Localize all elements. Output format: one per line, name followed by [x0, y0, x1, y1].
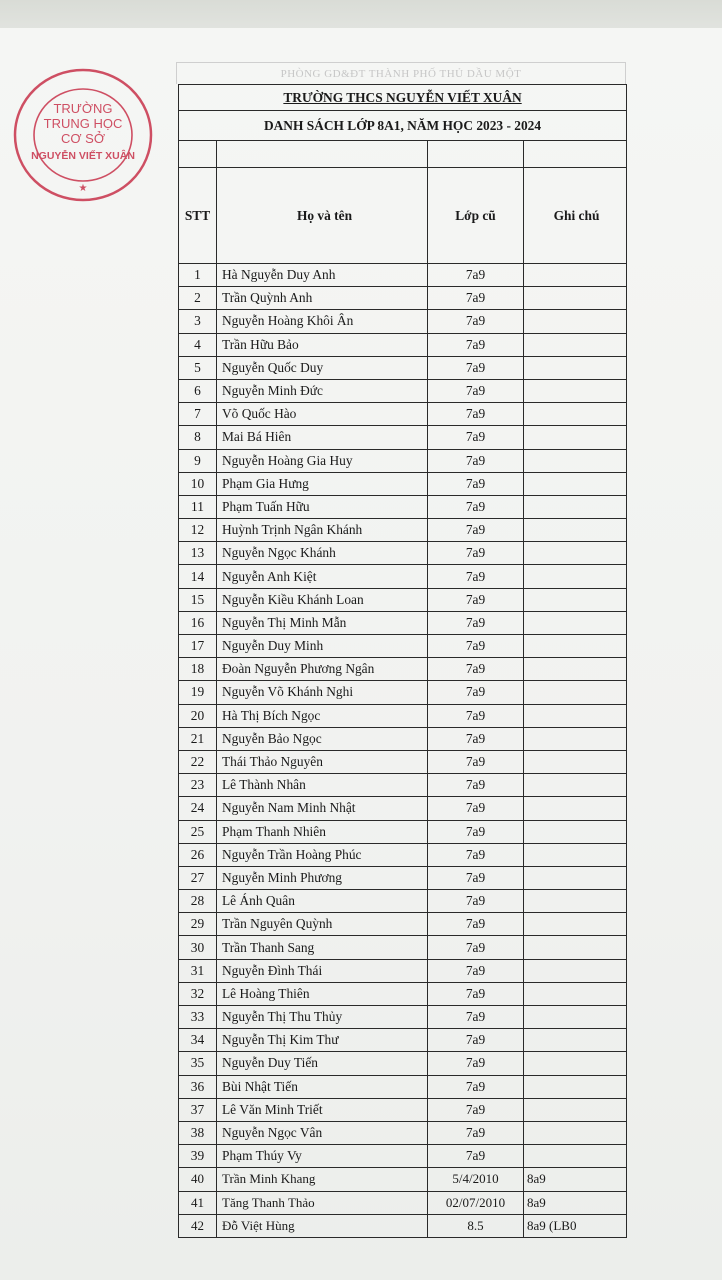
- column-header-row: [179, 168, 627, 264]
- cell-old-class: 7a9: [428, 820, 524, 843]
- cell-note: [524, 472, 627, 495]
- table-row: [179, 310, 627, 333]
- cell-name: Nguyễn Hoàng Gia Huy: [217, 449, 428, 472]
- cell-note: [524, 959, 627, 982]
- cell-stt: 4: [179, 333, 217, 356]
- cell-old-class: 7a9: [428, 495, 524, 518]
- cell-note: [524, 890, 627, 913]
- cell-old-class: 7a9: [428, 287, 524, 310]
- cell-name: Nguyễn Kiều Khánh Loan: [217, 588, 428, 611]
- table-row: [179, 774, 627, 797]
- table-row: [179, 913, 627, 936]
- cell-old-class: 7a9: [428, 542, 524, 565]
- cell-name: Nguyễn Minh Phương: [217, 866, 428, 889]
- cell-note: [524, 611, 627, 634]
- table-row: [179, 542, 627, 565]
- cell-note: [524, 449, 627, 472]
- cell-old-class: 5/4/2010: [428, 1168, 524, 1191]
- cell-old-class: 7a9: [428, 1006, 524, 1029]
- cell-note: [524, 843, 627, 866]
- cell-name: Lê Ánh Quân: [217, 890, 428, 913]
- table-row: [179, 519, 627, 542]
- stamp-star-icon: ★: [78, 183, 88, 194]
- cell-note: 8a9: [524, 1191, 627, 1214]
- cell-stt: 31: [179, 959, 217, 982]
- cell-stt: 41: [179, 1191, 217, 1214]
- cell-old-class: 7a9: [428, 472, 524, 495]
- cell-stt: 35: [179, 1052, 217, 1075]
- table-row: [179, 1098, 627, 1121]
- cell-note: [524, 565, 627, 588]
- cell-name: Trần Hữu Bảo: [217, 333, 428, 356]
- school-name: TRƯỜNG THCS NGUYỄN VIẾT XUÂN: [179, 85, 627, 111]
- cell-stt: 5: [179, 356, 217, 379]
- cell-old-class: 7a9: [428, 611, 524, 634]
- header-name: Họ và tên: [217, 168, 428, 264]
- cell-note: [524, 333, 627, 356]
- cell-stt: 34: [179, 1029, 217, 1052]
- cell-stt: 40: [179, 1168, 217, 1191]
- table-row: [179, 890, 627, 913]
- cell-stt: 19: [179, 681, 217, 704]
- table-row: [179, 797, 627, 820]
- cell-stt: 29: [179, 913, 217, 936]
- stamp-line-3: CƠ SỞ: [61, 131, 105, 146]
- table-row: [179, 1168, 627, 1191]
- table-row: [179, 472, 627, 495]
- table-row: [179, 843, 627, 866]
- table-row: [179, 1029, 627, 1052]
- cell-old-class: 7a9: [428, 565, 524, 588]
- cell-old-class: 7a9: [428, 588, 524, 611]
- cell-old-class: 7a9: [428, 727, 524, 750]
- cell-stt: 1: [179, 264, 217, 287]
- table-row: [179, 1214, 627, 1237]
- cell-old-class: 7a9: [428, 866, 524, 889]
- cell-stt: 10: [179, 472, 217, 495]
- cell-note: [524, 913, 627, 936]
- table-row: [179, 287, 627, 310]
- cell-old-class: 7a9: [428, 913, 524, 936]
- cell-stt: 15: [179, 588, 217, 611]
- cell-name: Phạm Thúy Vy: [217, 1145, 428, 1168]
- cell-name: Đoàn Nguyễn Phương Ngân: [217, 658, 428, 681]
- cell-old-class: 7a9: [428, 333, 524, 356]
- cell-stt: 13: [179, 542, 217, 565]
- cell-note: [524, 727, 627, 750]
- table-row: [179, 820, 627, 843]
- cell-note: [524, 750, 627, 773]
- cell-name: Nguyễn Bảo Ngọc: [217, 727, 428, 750]
- table-row: [179, 611, 627, 634]
- cell-note: [524, 1145, 627, 1168]
- cell-note: [524, 495, 627, 518]
- cell-name: Trần Minh Khang: [217, 1168, 428, 1191]
- cell-stt: 11: [179, 495, 217, 518]
- stamp-line-4: NGUYỄN VIẾT XUÂN: [31, 150, 135, 162]
- cell-stt: 21: [179, 727, 217, 750]
- cell-stt: 23: [179, 774, 217, 797]
- cell-stt: 6: [179, 379, 217, 402]
- cell-note: [524, 426, 627, 449]
- cell-stt: 12: [179, 519, 217, 542]
- cell-name: Nguyễn Đình Thái: [217, 959, 428, 982]
- cell-stt: 17: [179, 635, 217, 658]
- class-roster-table: [178, 84, 627, 1238]
- cell-old-class: 7a9: [428, 635, 524, 658]
- cell-name: Nguyễn Thị Thu Thủy: [217, 1006, 428, 1029]
- table-row: [179, 565, 627, 588]
- cell-old-class: 7a9: [428, 264, 524, 287]
- table-row: [179, 403, 627, 426]
- cell-name: Lê Thành Nhân: [217, 774, 428, 797]
- cell-note: [524, 1075, 627, 1098]
- cell-old-class: 7a9: [428, 959, 524, 982]
- cell-stt: 42: [179, 1214, 217, 1237]
- cell-note: [524, 356, 627, 379]
- table-row: [179, 1006, 627, 1029]
- table-row: [179, 264, 627, 287]
- cell-old-class: 7a9: [428, 774, 524, 797]
- cell-name: Đỗ Việt Hùng: [217, 1214, 428, 1237]
- table-row: [179, 982, 627, 1005]
- cell-name: Nguyễn Ngọc Khánh: [217, 542, 428, 565]
- cell-stt: 14: [179, 565, 217, 588]
- table-row: [179, 658, 627, 681]
- cell-note: 8a9: [524, 1168, 627, 1191]
- cell-note: 8a9 (LB0: [524, 1214, 627, 1237]
- cell-name: Trần Nguyên Quỳnh: [217, 913, 428, 936]
- cell-name: Phạm Thanh Nhiên: [217, 820, 428, 843]
- cell-note: [524, 1098, 627, 1121]
- cell-name: Nguyễn Anh Kiệt: [217, 565, 428, 588]
- cell-old-class: 7a9: [428, 936, 524, 959]
- header-stt: STT: [179, 168, 217, 264]
- cell-old-class: 7a9: [428, 310, 524, 333]
- cell-name: Lê Hoàng Thiên: [217, 982, 428, 1005]
- cell-stt: 33: [179, 1006, 217, 1029]
- table-row: [179, 750, 627, 773]
- cell-stt: 20: [179, 704, 217, 727]
- cell-note: [524, 704, 627, 727]
- table-row: [179, 1145, 627, 1168]
- cell-stt: 7: [179, 403, 217, 426]
- cell-note: [524, 588, 627, 611]
- cell-name: Tăng Thanh Thảo: [217, 1191, 428, 1214]
- table-row: [179, 379, 627, 402]
- cell-old-class: 02/07/2010: [428, 1191, 524, 1214]
- cell-note: [524, 403, 627, 426]
- cell-note: [524, 820, 627, 843]
- cell-note: [524, 936, 627, 959]
- cell-name: Trần Quỳnh Anh: [217, 287, 428, 310]
- stamp-line-1: TRƯỜNG: [53, 101, 113, 116]
- cell-old-class: 7a9: [428, 843, 524, 866]
- cell-note: [524, 1006, 627, 1029]
- cell-name: Nguyễn Quốc Duy: [217, 356, 428, 379]
- table-row: [179, 936, 627, 959]
- cell-stt: 18: [179, 658, 217, 681]
- table-row: [179, 727, 627, 750]
- table-row: [179, 1121, 627, 1144]
- cell-name: Trần Thanh Sang: [217, 936, 428, 959]
- cell-old-class: 7a9: [428, 982, 524, 1005]
- cell-name: Nguyễn Trần Hoàng Phúc: [217, 843, 428, 866]
- table-row: [179, 1075, 627, 1098]
- cell-stt: 36: [179, 1075, 217, 1098]
- cell-note: [524, 379, 627, 402]
- blank-row: [179, 141, 627, 168]
- cell-stt: 37: [179, 1098, 217, 1121]
- cell-note: [524, 774, 627, 797]
- cell-name: Nguyễn Thị Kim Thư: [217, 1029, 428, 1052]
- cell-stt: 32: [179, 982, 217, 1005]
- cell-old-class: 7a9: [428, 1075, 524, 1098]
- cell-old-class: 7a9: [428, 379, 524, 402]
- cell-note: [524, 866, 627, 889]
- cell-name: Nguyễn Duy Tiến: [217, 1052, 428, 1075]
- cell-note: [524, 797, 627, 820]
- cell-stt: 22: [179, 750, 217, 773]
- cell-name: Nguyễn Thị Minh Mẫn: [217, 611, 428, 634]
- cell-name: Thái Thảo Nguyên: [217, 750, 428, 773]
- cell-old-class: 7a9: [428, 681, 524, 704]
- cell-note: [524, 1029, 627, 1052]
- cell-name: Võ Quốc Hào: [217, 403, 428, 426]
- cell-name: Nguyễn Võ Khánh Nghi: [217, 681, 428, 704]
- cell-stt: 2: [179, 287, 217, 310]
- cell-old-class: 7a9: [428, 797, 524, 820]
- list-title-row: [179, 111, 627, 141]
- cell-old-class: 7a9: [428, 519, 524, 542]
- header-old-class: Lớp cũ: [428, 168, 524, 264]
- cell-note: [524, 658, 627, 681]
- cell-stt: 38: [179, 1121, 217, 1144]
- table-row: [179, 356, 627, 379]
- cell-stt: 27: [179, 866, 217, 889]
- faded-department-header: PHÒNG GD&ĐT THÀNH PHỐ THỦ DẦU MỘT: [176, 62, 626, 84]
- table-row: [179, 333, 627, 356]
- cell-old-class: 7a9: [428, 890, 524, 913]
- cell-note: [524, 542, 627, 565]
- table-row: [179, 426, 627, 449]
- cell-old-class: 7a9: [428, 1121, 524, 1144]
- cell-name: Nguyễn Hoàng Khôi Ân: [217, 310, 428, 333]
- cell-name: Nguyễn Minh Đức: [217, 379, 428, 402]
- cell-old-class: 7a9: [428, 403, 524, 426]
- cell-name: Nguyễn Duy Minh: [217, 635, 428, 658]
- cell-note: [524, 1052, 627, 1075]
- cell-stt: 28: [179, 890, 217, 913]
- cell-note: [524, 310, 627, 333]
- cell-note: [524, 264, 627, 287]
- cell-stt: 25: [179, 820, 217, 843]
- cell-name: Phạm Gia Hưng: [217, 472, 428, 495]
- cell-name: Nguyễn Ngọc Vân: [217, 1121, 428, 1144]
- cell-old-class: 7a9: [428, 356, 524, 379]
- cell-stt: 8: [179, 426, 217, 449]
- cell-note: [524, 1121, 627, 1144]
- cell-old-class: 7a9: [428, 1145, 524, 1168]
- table-row: [179, 495, 627, 518]
- table-row: [179, 704, 627, 727]
- cell-old-class: 7a9: [428, 449, 524, 472]
- cell-name: Phạm Tuấn Hữu: [217, 495, 428, 518]
- table-row: [179, 1052, 627, 1075]
- cell-old-class: 7a9: [428, 426, 524, 449]
- cell-old-class: 7a9: [428, 750, 524, 773]
- cell-old-class: 7a9: [428, 1052, 524, 1075]
- cell-note: [524, 982, 627, 1005]
- cell-stt: 24: [179, 797, 217, 820]
- cell-old-class: 7a9: [428, 704, 524, 727]
- table-row: [179, 866, 627, 889]
- list-title: DANH SÁCH LỚP 8A1, NĂM HỌC 2023 - 2024: [179, 111, 627, 141]
- cell-name: Nguyễn Nam Minh Nhật: [217, 797, 428, 820]
- table-row: [179, 635, 627, 658]
- header-note: Ghi chú: [524, 168, 627, 264]
- table-row: [179, 1191, 627, 1214]
- table-row: [179, 681, 627, 704]
- cell-stt: 9: [179, 449, 217, 472]
- cell-name: Hà Nguyễn Duy Anh: [217, 264, 428, 287]
- table-row: [179, 959, 627, 982]
- cell-name: Mai Bá Hiên: [217, 426, 428, 449]
- cell-note: [524, 681, 627, 704]
- school-seal-stamp: [12, 66, 154, 204]
- cell-stt: 3: [179, 310, 217, 333]
- table-row: [179, 588, 627, 611]
- cell-name: Hà Thị Bích Ngọc: [217, 704, 428, 727]
- cell-note: [524, 519, 627, 542]
- school-name-row: [179, 85, 627, 111]
- stamp-line-2: TRUNG HỌC: [43, 116, 123, 131]
- cell-old-class: 7a9: [428, 1029, 524, 1052]
- cell-name: Huỳnh Trịnh Ngân Khánh: [217, 519, 428, 542]
- cell-stt: 39: [179, 1145, 217, 1168]
- cell-stt: 26: [179, 843, 217, 866]
- cell-note: [524, 635, 627, 658]
- cell-old-class: 7a9: [428, 658, 524, 681]
- cell-note: [524, 287, 627, 310]
- cell-name: Bùi Nhật Tiến: [217, 1075, 428, 1098]
- table-row: [179, 449, 627, 472]
- cell-old-class: 7a9: [428, 1098, 524, 1121]
- cell-stt: 30: [179, 936, 217, 959]
- cell-old-class: 8.5: [428, 1214, 524, 1237]
- cell-stt: 16: [179, 611, 217, 634]
- cell-name: Lê Văn Minh Triết: [217, 1098, 428, 1121]
